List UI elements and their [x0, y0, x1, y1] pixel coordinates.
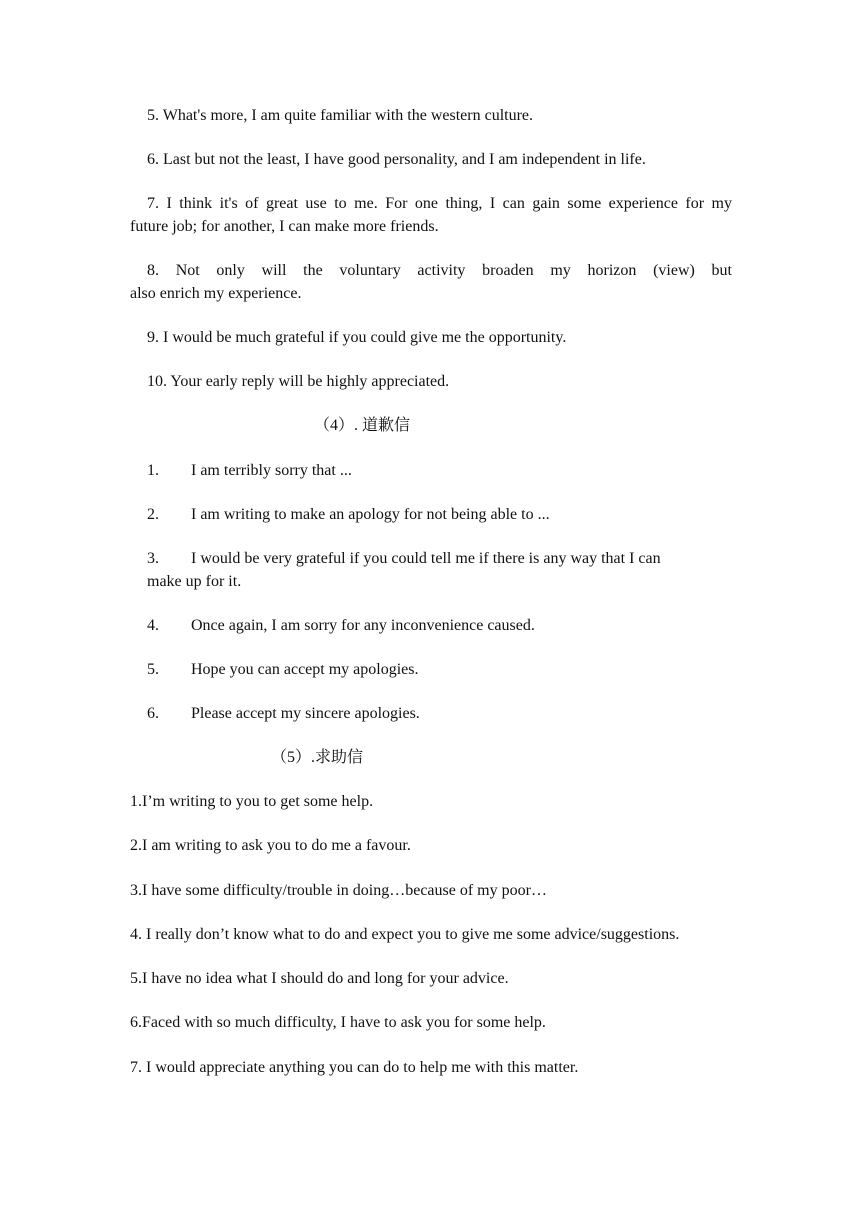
help-letter-item: 6.Faced with so much difficulty, I have to ask you for some help.: [130, 1014, 546, 1031]
sentence-8-line-1: 8. Not only will the voluntary activity broaden my horizon (view) but: [147, 262, 732, 279]
sentence-6: 6. Last but not the least, I have good personality, and I am independent in life.: [147, 151, 646, 168]
apology-item-number: 5.: [147, 661, 159, 678]
help-letter-item: 7. I would appreciate anything you can do to help me with this matter.: [130, 1059, 579, 1076]
apology-item-number: 4.: [147, 617, 159, 634]
apology-item-text: I am writing to make an apology for not being able to ...: [191, 506, 550, 523]
apology-item-number: 2.: [147, 506, 159, 523]
help-letter-item: 2.I am writing to ask you to do me a favour.: [130, 837, 411, 854]
sentence-7-line-1: 7. I think it's of great use to me. For one thing, I can gain some experience for my: [147, 195, 732, 212]
apology-item-text: Once again, I am sorry for any inconvenience caused.: [191, 617, 535, 634]
help-letter-item: 1.I’m writing to you to get some help.: [130, 793, 374, 810]
sentence-10: 10. Your early reply will be highly appreciated.: [147, 373, 450, 390]
apology-item-number: 3.: [147, 550, 159, 567]
sentence-9: 9. I would be much grateful if you could give me the opportunity.: [147, 329, 567, 346]
apology-item-text: Please accept my sincere apologies.: [191, 705, 420, 722]
apology-item-continuation: make up for it.: [147, 573, 242, 590]
apology-item-text: I would be very grateful if you could tell me if there is any way that I can: [191, 550, 661, 567]
apology-item-number: 6.: [147, 705, 159, 722]
sentence-7-line-2: future job; for another, I can make more friends.: [130, 218, 439, 235]
apology-item-text: I am terribly sorry that ...: [191, 462, 352, 479]
help-letter-item: 4. I really don’t know what to do and expect you to give me some advice/suggestions.: [130, 926, 680, 943]
apology-item-text: Hope you can accept my apologies.: [191, 661, 419, 678]
section-4-heading: （4）. 道歉信: [314, 417, 411, 434]
section-5-heading: （5）.求助信: [271, 749, 364, 766]
sentence-5: 5. What's more, I am quite familiar with the western culture.: [147, 107, 534, 124]
sentence-8-line-2: also enrich my experience.: [130, 285, 302, 302]
apology-item-number: 1.: [147, 462, 159, 479]
help-letter-item: 5.I have no idea what I should do and long for your advice.: [130, 970, 509, 987]
help-letter-item: 3.I have some difficulty/trouble in doing…because of my poor…: [130, 882, 547, 899]
